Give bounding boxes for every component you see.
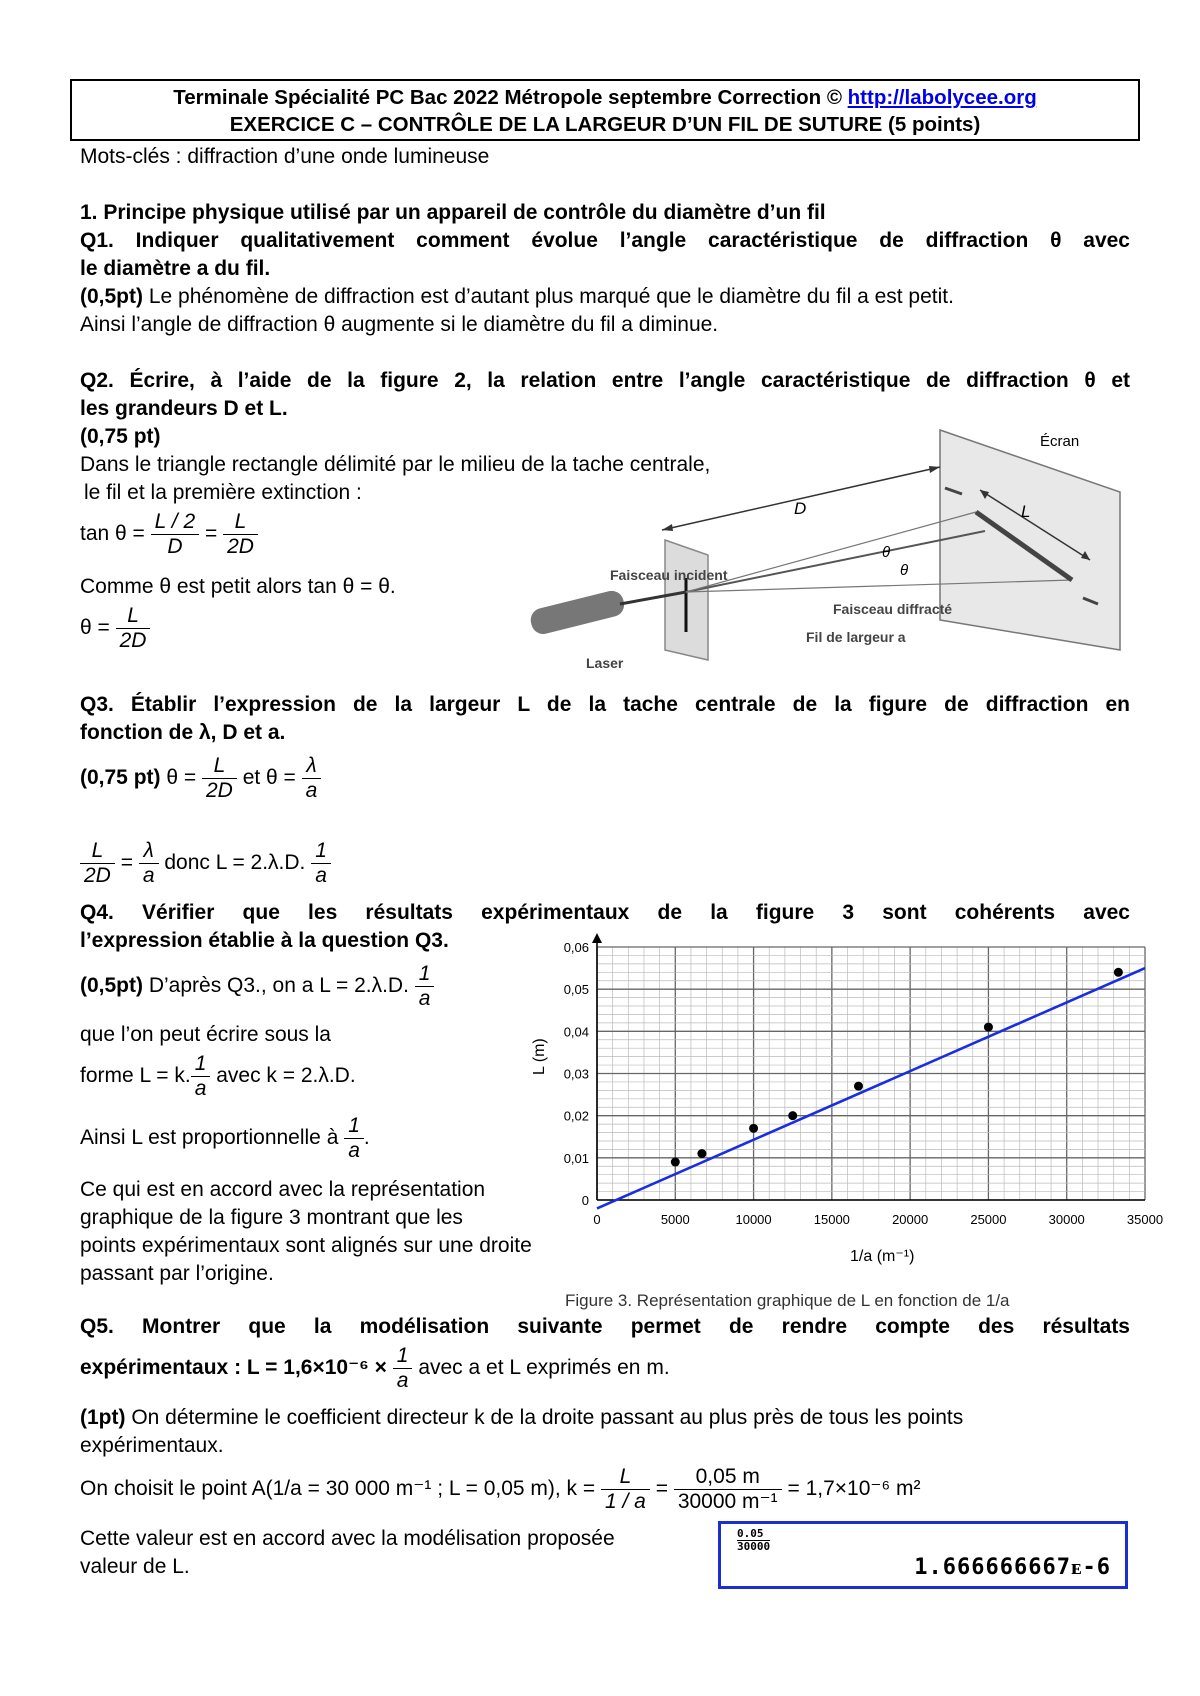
fraction-1-over-a: $\frac{1}{a}$: [311, 839, 331, 888]
data-point: [854, 1082, 863, 1091]
q2-small-angle: Comme θ est petit alors tan θ = θ.: [80, 575, 396, 598]
model-line: [597, 968, 1145, 1208]
calculator-screenshot: [718, 1521, 1128, 1589]
fraction-1-over-a: $\frac{1}{a}$: [415, 962, 435, 1011]
q4-question-line-1: Q4. Vérifier que les résultats expérimentaux de la figure 3 sont cohérents avec: [80, 901, 1130, 924]
calculator-result: 1.666666667ᴇ-6: [914, 1555, 1111, 1580]
incident-label: Faisceau incident: [610, 567, 728, 583]
fraction-lambda-over-a: $\frac{\lambda}{a}$: [302, 754, 322, 803]
q1-answer-line-1: (0,5pt) Le phénomène de diffraction est d’autant plus marqué que le diamètre du fil a est petit.: [80, 285, 954, 308]
theta-label-2: θ: [900, 562, 909, 579]
data-point: [1114, 968, 1123, 977]
fraction-lambda-over-a: $\frac{\lambda}{a}$: [139, 839, 159, 888]
q2-theta-equation: θ = $\frac{L}{2D}$: [80, 604, 150, 653]
y-tick-label: 0: [581, 1193, 589, 1208]
y-tick-label: 0,03: [563, 1066, 589, 1082]
fraction-l-over-2d: $\frac{L}{2D}$: [80, 839, 115, 888]
title-line-1: Terminale Spécialité PC Bac 2022 Métropole septembre Correction © http://labolycee.org: [173, 86, 1037, 109]
q5-question-line-2: expérimentaux : L = 1,6×10⁻⁶ × $\frac{1}{a}$ avec a et L exprimés en m.: [80, 1344, 670, 1392]
x-tick-label: 25000: [970, 1212, 1007, 1227]
q1-question-line-2: le diamètre a du fil.: [80, 257, 271, 280]
y-axis-label: L (m): [531, 1038, 548, 1075]
x-tick-label: 20000: [892, 1212, 929, 1227]
q2-tan-equation: tan θ = $\frac{L / 2}{D}$ = $\frac{L}{2D}$: [80, 510, 258, 559]
q4-answer-1: (0,5pt) D’après Q3., on a L = 2.λ.D. $\frac{1}{a}$: [80, 962, 434, 1011]
x-tick-label: 15000: [813, 1212, 850, 1227]
q4-question-line-2: l’expression établie à la question Q3.: [80, 929, 449, 952]
diffracted-beam-upper: [686, 512, 976, 592]
y-tick-label: 0,04: [563, 1024, 589, 1040]
chart-marks: [597, 968, 1145, 1209]
fraction-l-over-2d: $\frac{L}{2D}$: [116, 604, 151, 653]
q5-answer-4: Cette valeur est en accord avec la modélisation proposée: [80, 1527, 615, 1550]
q3-equation-1: (0,75 pt) θ = $\frac{L}{2D}$ et θ = $\frac{\lambda}{a}$: [80, 754, 321, 803]
q5-answer-5: valeur de L.: [80, 1555, 190, 1578]
q3-equation-2: $\frac{L}{2D}$ = $\frac{\lambda}{a}$ donc L = 2.λ.D. $\frac{1}{a}$: [80, 839, 331, 888]
q4-answer-6: graphique de la figure 3 montrant que les: [80, 1206, 463, 1229]
q4-answer-2: que l’on peut écrire sous la: [80, 1023, 331, 1046]
title-line-2: EXERCICE C – CONTRÔLE DE LA LARGEUR D’UN FIL DE SUTURE (5 points): [229, 113, 981, 136]
q4-answer-7: points expérimentaux sont alignés sur une droite: [80, 1234, 532, 1257]
x-tick-label: 35000: [1126, 1212, 1164, 1227]
wire-label: Fil de largeur a: [806, 629, 906, 645]
q2-points: (0,75 pt): [80, 425, 161, 448]
screen-label: Écran: [1040, 433, 1080, 450]
data-point: [749, 1124, 758, 1133]
screen-shape: [940, 430, 1120, 650]
fraction-l2-over-d: $\frac{L / 2}{D}$: [151, 510, 199, 559]
title-box: [70, 79, 1140, 141]
l-label: L: [1021, 502, 1031, 521]
q5-answer-1: (1pt) On détermine le coefficient directeur k de la droite passant au plus près de tous les points: [80, 1406, 964, 1429]
q2-question-line-2: les grandeurs D et L.: [80, 397, 288, 420]
d-label: D: [794, 499, 807, 518]
calculator-input: 0.05 30000: [737, 1527, 771, 1553]
laser-body: [528, 588, 626, 636]
figure-3-caption: Figure 3. Représentation graphique de L en fonction de 1/a: [565, 1291, 1010, 1310]
part-1-title: 1. Principe physique utilisé par un appareil de contrôle du diamètre d’un fil: [80, 201, 826, 224]
fraction-l-over-inverse-a: $\frac{L}{1 / a}$: [601, 1465, 650, 1514]
data-point: [697, 1149, 706, 1158]
q5-question-line-1: Q5. Montrer que la modélisation suivante permet de rendre compte des résultats: [80, 1315, 1130, 1338]
q2-text-1: Dans le triangle rectangle délimité par le milieu de la tache centrale,: [80, 453, 711, 476]
fraction-1-over-a: $\frac{1}{a}$: [344, 1114, 364, 1163]
fraction-1-over-a: $\frac{1}{a}$: [191, 1052, 211, 1101]
x-axis-label: 1/a (m⁻¹): [850, 1248, 915, 1265]
q1-question-line-1: Q1. Indiquer qualitativement comment évolue l’angle caractéristique de diffraction θ avec: [80, 229, 1130, 252]
x-tick-label: 5000: [660, 1212, 690, 1227]
theta-label-1: θ: [882, 544, 891, 561]
q4-answer-8: passant par l’origine.: [80, 1262, 274, 1285]
y-tick-label: 0,06: [563, 940, 589, 955]
q1-answer-line-2: Ainsi l’angle de diffraction θ augmente si le diamètre du fil a diminue.: [80, 313, 719, 336]
data-point: [984, 1023, 993, 1032]
y-tick-label: 0,01: [563, 1150, 589, 1166]
figure-2-diagram: [500, 420, 1140, 670]
q4-answer-4: Ainsi L est proportionnelle à $\frac{1}{a}$ .: [80, 1114, 370, 1162]
y-tick-label: 0,05: [563, 982, 589, 998]
y-tick-label: 0,02: [563, 1108, 589, 1124]
fraction-numeric: $\frac{0,05 m}{\text{30000 m⁻¹}}$: [674, 1465, 782, 1514]
q3-question-line-1: Q3. Établir l’expression de la largeur L de la tache centrale de la figure de diffraction en: [80, 693, 1130, 716]
x-tick-label: 10000: [735, 1212, 772, 1227]
q2-text-2: le fil et la première extinction :: [84, 481, 362, 504]
x-tick-label: 0: [593, 1212, 601, 1227]
keywords: Mots-clés : diffraction d’une onde lumineuse: [80, 145, 490, 168]
diffracted-label: Faisceau diffracté: [833, 601, 953, 617]
x-tick-label: 30000: [1048, 1212, 1085, 1227]
q5-answer-2: expérimentaux.: [80, 1434, 224, 1457]
q5-answer-3: On choisit le point A(1/a = 30 000 m⁻¹ ; L = 0,05 m), k = $\frac{L}{1 / a}$ = $\frac{0,05 m}{\text{30000 m⁻¹}}$ = 1,7×10⁻⁶ m²: [80, 1465, 921, 1513]
y-axis-arrow: [592, 933, 602, 943]
q3-question-line-2: fonction de λ, D et a.: [80, 721, 286, 744]
figure-3-chart: [510, 925, 1164, 1280]
q2-question-line-1: Q2. Écrire, à l’aide de la figure 2, la relation entre l’angle caractéristique de diffraction θ et: [80, 369, 1130, 392]
laser-label: Laser: [586, 655, 624, 671]
labolycee-link[interactable]: http://labolycee.org: [847, 86, 1037, 109]
data-point: [671, 1158, 680, 1167]
fraction-l-over-2d: $\frac{L}{2D}$: [202, 754, 237, 803]
q4-answer-3: forme L = k. $\frac{1}{a}$ avec k = 2.λ.D.: [80, 1052, 356, 1100]
fraction-l-over-2d: $\frac{L}{2D}$: [223, 510, 258, 559]
q4-answer-5: Ce qui est en accord avec la représentation: [80, 1178, 486, 1201]
data-point: [788, 1111, 797, 1120]
fraction-1-over-a: $\frac{1}{a}$: [393, 1344, 413, 1393]
